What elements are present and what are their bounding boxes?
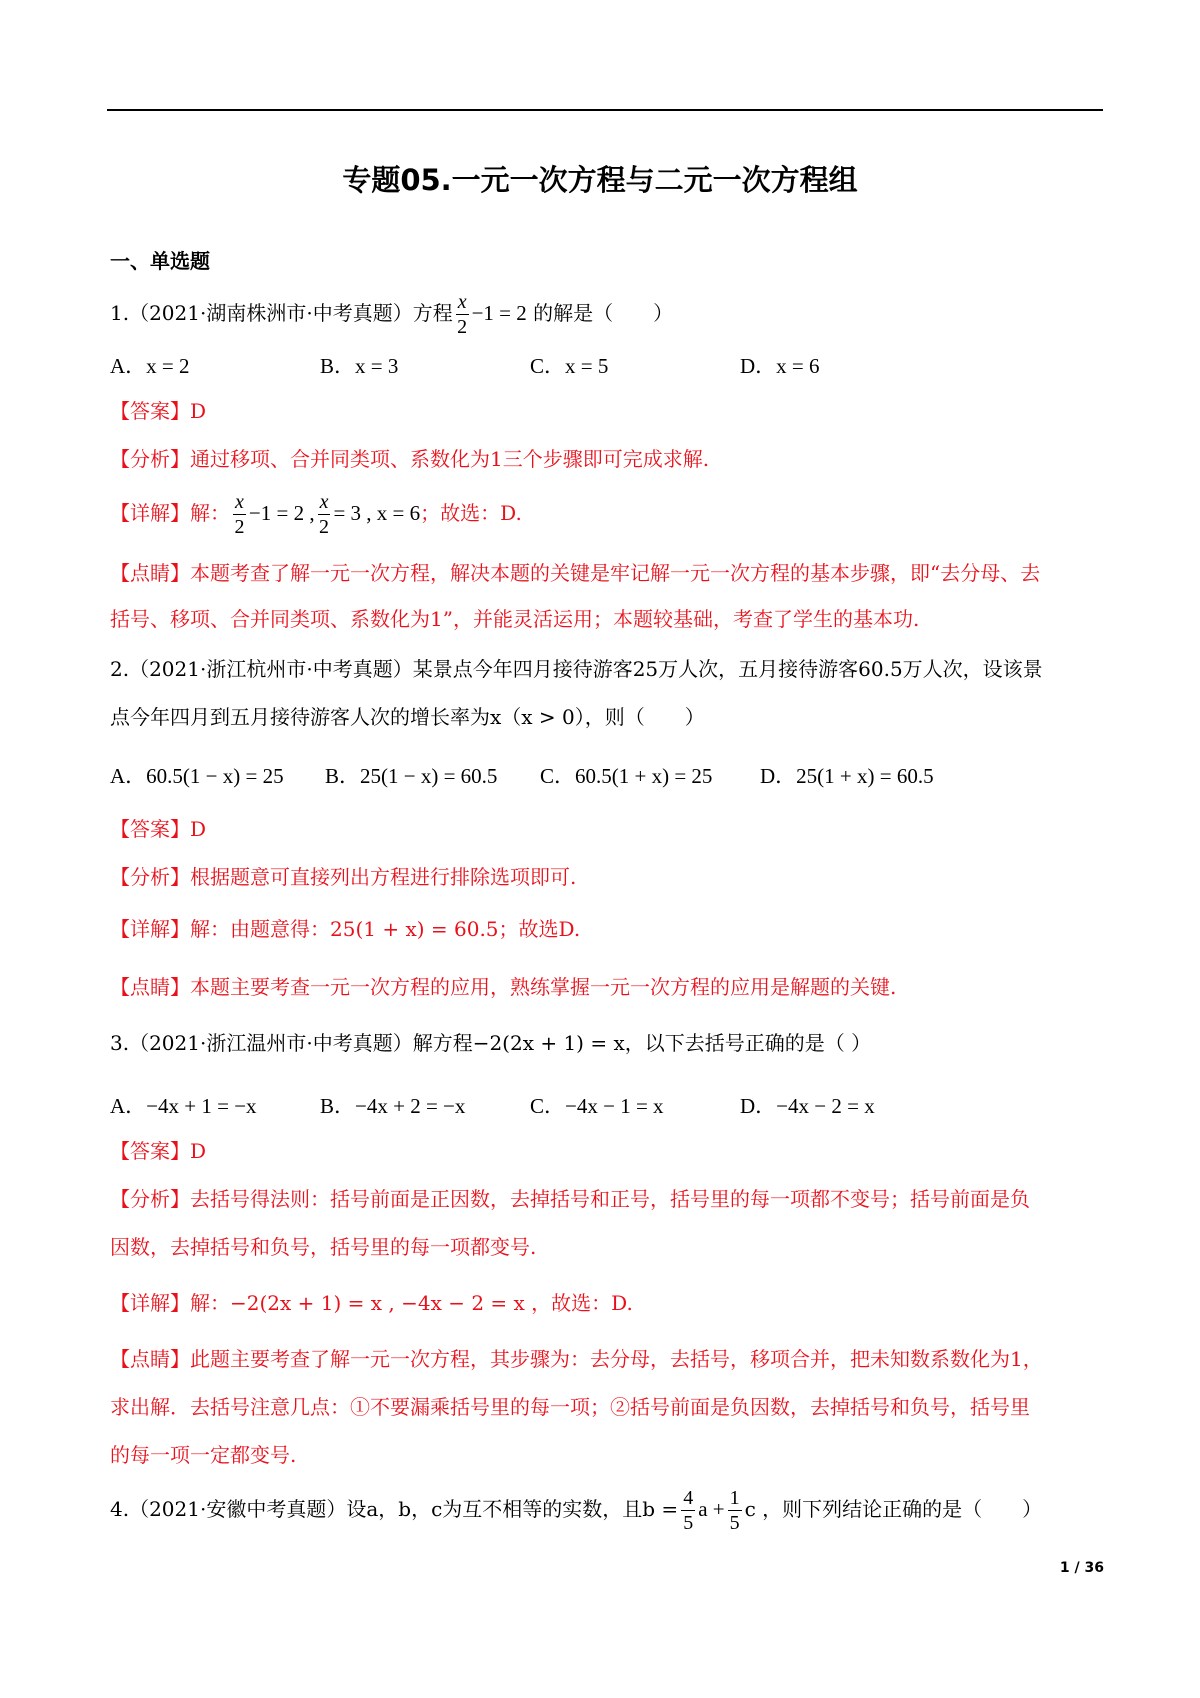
q1-comment-line1: 【点睛】本题考查了解一元一次方程，解决本题的关键是牢记解一元一次方程的基本步骤，即“去分母、去 [110,561,1041,585]
q1-answer: 【答案】D [110,399,207,423]
q3-comment-line2: 求出解．去括号注意几点：①不要漏乘括号里的每一项；②括号前面是负因数，去掉括号和负号，括号里 [110,1395,1030,1419]
q1-stem-pre: 1.（2021·湖南株洲市·中考真题）方程 [110,301,453,325]
header-rule [107,109,1103,111]
q1-stem [110,290,673,339]
q2-detail: 【详解】解：由题意得：25(1 + x) = 60.5；故选D. [110,917,581,941]
q3-option-c: C．−4x − 1 = x [530,1094,664,1118]
q1-detail: 【详解】解： $\frac{x}{2}$ −1 = 2 , $\frac{x}{2}$ = 3 , x = 6；故选：D. [110,491,522,538]
q1-comment-line2: 括号、移项、合并同类项、系数化为1”，并能灵活运用；本题较基础，考查了学生的基本功. [110,607,920,631]
section-heading: 一、单选题 [110,249,210,273]
q3-answer: 【答案】D [110,1139,207,1163]
q2-comment: 【点睛】本题主要考查一元一次方程的应用，熟练掌握一元一次方程的应用是解题的关键. [110,975,897,999]
q2-option-a: A．60.5(1 − x) = 25 [110,764,284,788]
q1-analysis: 【分析】通过移项、合并同类项、系数化为1三个步骤即可完成求解. [110,447,710,471]
page-number: 1 / 36 [1059,1560,1104,1576]
q3-analysis-line1: 【分析】去括号得法则：括号前面是正因数，去掉括号和正号，括号里的每一项都不变号；括号前面是负 [110,1187,1030,1211]
q1-fraction: $\frac{x}{2}$ [457,291,468,338]
q1-eq: −1 = 2 [471,301,527,325]
q3-comment-line1: 【点睛】此题主要考查了解一元一次方程，其步骤为：去分母，去括号，移项合并，把未知数系数化为1， [110,1347,1043,1371]
q2-stem-line2: 点今年四月到五月接待游客人次的增长率为x（x > 0），则（ ） [110,705,705,729]
q3-analysis-line2: 因数，去掉括号和负号，括号里的每一项都变号. [110,1235,537,1259]
page-title: 专题05.一元一次方程与二元一次方程组 [342,163,858,197]
q2-analysis: 【分析】根据题意可直接列出方程进行排除选项即可. [110,865,577,889]
q1-stem-post: 的解是（ ） [533,301,674,325]
q4-stem: 4.（2021·安徽中考真题）设a，b，c为互不相等的实数，且b = $\frac{4}{5}$ a + $\frac{1}{5}$ c ，则下列结论正确的是（ ） [110,1487,1043,1534]
q3-option-a: A．−4x + 1 = −x [110,1094,257,1118]
q2-option-d: D．25(1 + x) = 60.5 [760,764,934,788]
q2-stem-line1: 2.（2021·浙江杭州市·中考真题）某景点今年四月接待游客25万人次，五月接待游客60.5万人次，设该景 [110,657,1043,681]
q2-option-c: C．60.5(1 + x) = 25 [540,764,713,788]
q1-option-a: A．x = 2 [110,354,190,378]
q2-answer: 【答案】D [110,817,207,841]
q1-option-d: D．x = 6 [740,354,820,378]
q3-comment-line3: 的每一项一定都变号. [110,1443,297,1467]
q3-option-b: B．−4x + 2 = −x [320,1094,466,1118]
q1-option-b: B．x = 3 [320,354,399,378]
q3-stem: 3.（2021·浙江温州市·中考真题）解方程−2(2x + 1) = x，以下去括号正确的是（ ） [110,1031,872,1055]
q2-option-b: B．25(1 − x) = 60.5 [325,764,498,788]
q3-option-d: D．−4x − 2 = x [740,1094,875,1118]
q1-option-c: C．x = 5 [530,354,609,378]
q3-detail: 【详解】解：−2(2x + 1) = x , −4x − 2 = x ，故选：D. [110,1291,633,1315]
